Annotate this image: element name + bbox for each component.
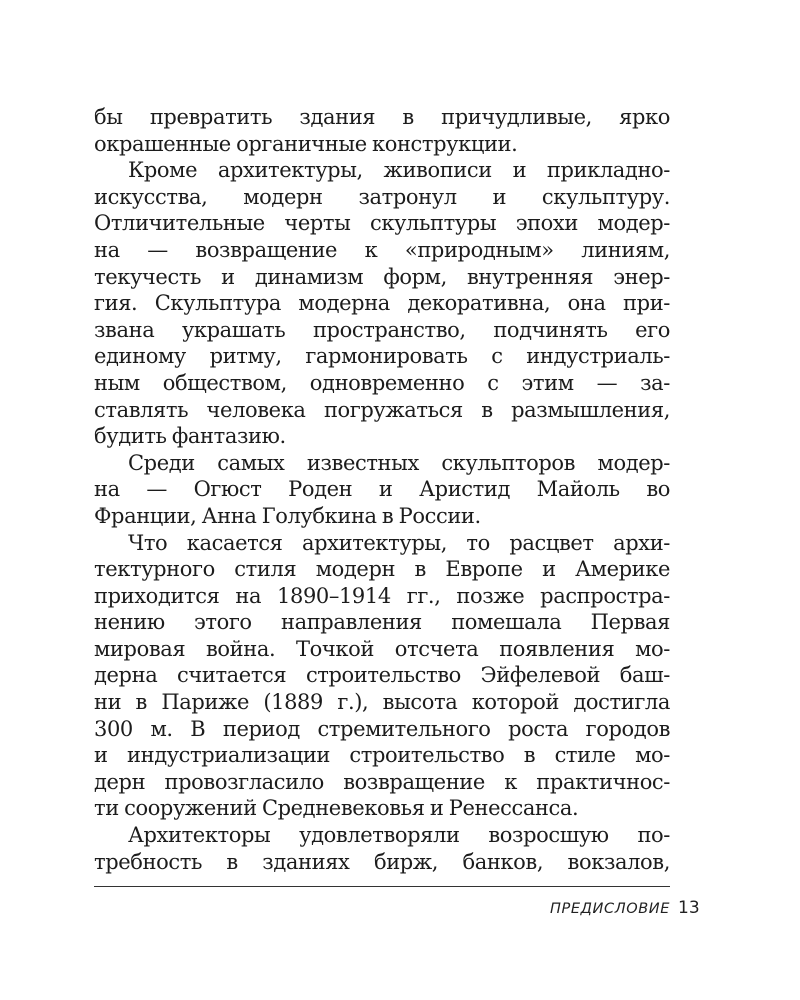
page-number: 13	[678, 898, 700, 918]
text-line: ным обществом, одновременно с этим — за-	[94, 370, 670, 395]
text-line: гия. Скульптура модерна декоративна, она при-	[94, 291, 670, 316]
text-line: и индустриализации строительство в стиле мо-	[94, 743, 670, 768]
text-line: звана украшать пространство, подчинять его	[94, 317, 670, 342]
text-line: окрашенные органичные конструкции.	[94, 131, 518, 156]
text-line: Среди самых известных скульпторов модер-	[128, 450, 670, 475]
text-line: бы превратить здания в причудливые, ярко	[94, 105, 670, 129]
text-line: искусства, модерн затронул и скульптуру.	[94, 184, 670, 209]
text-line: Архитекторы удовлетворяли возросшую по-	[128, 823, 670, 848]
text-line: Отличительные черты скульптуры эпохи модер-	[94, 211, 670, 236]
text-line: дерн провозгласило возвращение к практичнос-	[94, 769, 670, 794]
text-line: на — Огюст Роден и Аристид Майоль во	[94, 477, 670, 502]
body-text	[94, 104, 670, 875]
footer-divider	[94, 886, 670, 887]
text-line: ставлять человека погружаться в размышления,	[94, 397, 670, 422]
text-line: Франции, Анна Голубкина в России.	[94, 503, 481, 528]
text-line: Кроме архитектуры, живописи и прикладно-	[128, 158, 670, 183]
text-line: 300 м. В период стремительного роста городов	[94, 716, 670, 741]
text-line: дерна считается строительство Эйфелевой баш-	[94, 663, 670, 688]
text-line: на — возвращение к «природным» линиям,	[94, 237, 670, 262]
text-line: требность в зданиях бирж, банков, вокзалов,	[94, 849, 670, 874]
text-line: мировая война. Точкой отсчета появления мо-	[94, 636, 670, 661]
text-line: приходится на 1890–1914 гг., позже распростра-	[94, 583, 670, 608]
text-line: будить фантазию.	[94, 424, 286, 449]
text-line: текучесть и динамизм форм, внутренняя энер-	[94, 264, 670, 289]
text-line: ти сооружений Средневековья и Ренессанса.	[94, 796, 579, 821]
text-line: Что касается архитектуры, то расцвет архи-	[128, 530, 670, 555]
text-line: единому ритму, гармонировать с индустриаль-	[94, 344, 670, 369]
running-footer-title: ПРЕДИСЛОВИЕ	[550, 901, 670, 917]
text-line: ни в Париже (1889 г.), высота которой достигла	[94, 690, 670, 715]
text-line: тектурного стиля модерн в Европе и Америке	[94, 557, 670, 582]
text-line: нению этого направления помешала Первая	[94, 610, 670, 635]
